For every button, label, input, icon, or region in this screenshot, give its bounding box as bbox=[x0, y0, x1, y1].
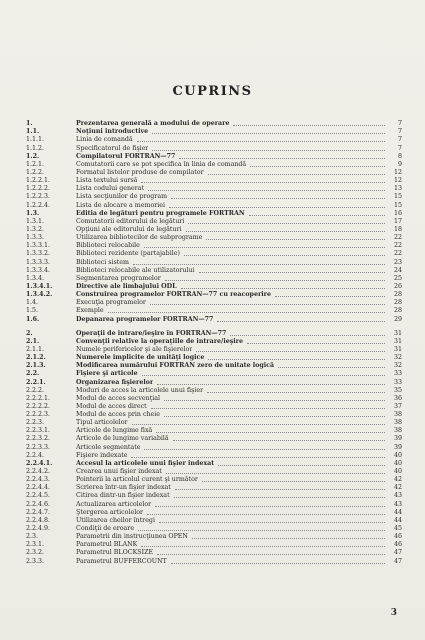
toc-leader-dots bbox=[155, 506, 385, 507]
toc-entry-number: 1.1.1. bbox=[26, 136, 45, 144]
toc-entry-number: 1.3.3.3. bbox=[26, 258, 51, 266]
toc-entry bbox=[26, 387, 402, 395]
toc-entry-title: Moduri de acces la articolele unui fişier bbox=[76, 386, 204, 394]
toc-entry-number: 2.2.2.3. bbox=[26, 411, 51, 419]
toc-entry-number: 2.3. bbox=[26, 533, 39, 541]
toc-entry-number: 2.2.4.8. bbox=[26, 516, 51, 524]
toc-entry bbox=[26, 395, 402, 403]
toc-leader-dots bbox=[199, 272, 385, 273]
toc-entry-page: 8 bbox=[397, 152, 402, 160]
toc-entry-number: 1.1. bbox=[26, 128, 40, 136]
toc-entry-page: 25 bbox=[393, 274, 402, 282]
toc-entry-number: 1.3.3.2. bbox=[26, 250, 51, 258]
toc-entry-page: 7 bbox=[397, 120, 402, 128]
toc-entry-title: Utilizarea bibliotecilor de subprograme bbox=[76, 234, 203, 242]
toc-entry-page: 43 bbox=[393, 500, 402, 508]
toc-leader-dots bbox=[208, 359, 385, 360]
toc-entry-title: Specificatorul de fişier bbox=[76, 144, 149, 152]
toc-entry-title: Parametrul BLOCKSIZE bbox=[76, 549, 154, 557]
toc-entry-title: Formatul listelor produse de compilator bbox=[76, 168, 204, 176]
toc-leader-dots bbox=[152, 150, 385, 151]
toc-entry-page: 28 bbox=[393, 291, 402, 299]
toc-entry bbox=[26, 177, 402, 185]
toc-entry-number: 2.2.3.2. bbox=[26, 435, 51, 443]
toc-entry-title: Fişiere indexate bbox=[76, 451, 128, 459]
toc-leader-dots bbox=[247, 343, 385, 344]
toc-entry-title: Numele perifericelor şi ale fişierelor bbox=[76, 345, 193, 353]
toc-entry-title: Comutatorii care se pot specifica în linia de comandă bbox=[76, 160, 247, 168]
toc-entry-title: Numerele implicite de unităţi logice bbox=[76, 354, 205, 362]
toc-entry-page: 31 bbox=[393, 345, 402, 353]
toc-entry-page: 38 bbox=[393, 427, 402, 435]
toc-entry-number: 2.1. bbox=[26, 337, 40, 345]
toc-entry-title: Opţiuni ale editorului de legături bbox=[76, 225, 182, 233]
toc-entry-title: Fişiere şi articole bbox=[76, 370, 138, 378]
toc-entry-page: 44 bbox=[393, 508, 402, 516]
toc-entry-title: Depanarea programelor FORTRAN—77 bbox=[76, 315, 214, 323]
toc-entry-page: 45 bbox=[393, 525, 402, 533]
toc-entry-number: 1.2.2.1. bbox=[26, 177, 51, 185]
toc-entry-page: 33 bbox=[393, 378, 402, 386]
toc-leader-dots bbox=[175, 489, 385, 490]
toc-entry-number: 2.2.4.3. bbox=[26, 476, 51, 484]
toc-entry-number: 2.3.3. bbox=[26, 557, 45, 565]
toc-leader-dots bbox=[233, 125, 385, 126]
toc-leader-dots bbox=[137, 141, 385, 142]
toc-entry-number: 1.2.1. bbox=[26, 160, 45, 168]
toc-entry-number: 2.2.3.3. bbox=[26, 443, 51, 451]
toc-leader-dots bbox=[218, 465, 385, 466]
toc-entry-number: 1.3.3.1. bbox=[26, 242, 51, 250]
toc-entry-number: 2.2.4.1. bbox=[26, 459, 53, 467]
toc-entry bbox=[26, 128, 402, 136]
toc-entry-number: 2.2.3. bbox=[26, 419, 45, 427]
toc-entry-number: 1.1.2. bbox=[26, 144, 45, 152]
toc-entry-title: Articole segmentate bbox=[76, 443, 141, 451]
toc-entry-page: 33 bbox=[393, 370, 402, 378]
toc-leader-dots bbox=[165, 280, 385, 281]
toc-leader-dots bbox=[148, 190, 385, 191]
toc-leader-dots bbox=[133, 264, 385, 265]
toc-entry-number: 2.1.1. bbox=[26, 345, 45, 353]
toc-entry-title: Compilatorul FORTRAN—77 bbox=[76, 152, 176, 160]
toc-leader-dots bbox=[157, 554, 385, 555]
toc-entry-title: Organizarea fişierelor bbox=[76, 378, 154, 386]
toc-leader-dots bbox=[144, 247, 385, 248]
toc-entry-title: Prezentarea generală a modului de operare bbox=[76, 120, 230, 128]
toc-entry-page: 35 bbox=[393, 386, 402, 394]
toc-entry bbox=[26, 144, 402, 152]
toc-entry-title: Convenţii relative la operaţiile de intrare/ieşire bbox=[76, 337, 243, 345]
toc-entry-page: 23 bbox=[393, 258, 402, 266]
toc-entry-page: 38 bbox=[393, 411, 402, 419]
toc-leader-dots bbox=[144, 449, 385, 450]
toc-entry-page: 31 bbox=[393, 329, 402, 337]
toc-entry bbox=[26, 500, 402, 508]
toc-entry-page: 15 bbox=[393, 201, 402, 209]
toc-leader-dots bbox=[278, 367, 385, 368]
toc-leader-dots bbox=[230, 335, 385, 336]
toc-entry-page: 7 bbox=[397, 136, 402, 144]
toc-entry-page: 12 bbox=[393, 168, 402, 176]
toc-entry bbox=[26, 218, 402, 226]
toc-leader-dots bbox=[152, 133, 385, 134]
toc-leader-dots bbox=[202, 481, 385, 482]
toc-entry-number: 1.3.4. bbox=[26, 274, 45, 282]
toc-entry-page: 47 bbox=[393, 557, 402, 565]
toc-entry bbox=[26, 299, 402, 307]
toc-entry-page: 29 bbox=[393, 315, 402, 323]
toc-entry-title: Lista secţiunilor de program bbox=[76, 193, 168, 201]
toc-entry-page: 31 bbox=[393, 337, 402, 345]
toc-entry-page: 42 bbox=[393, 476, 402, 484]
toc-entry-number: 2. bbox=[26, 329, 33, 337]
toc-entry-number: 2.1.2. bbox=[26, 354, 46, 362]
toc-entry-page: 13 bbox=[393, 185, 402, 193]
toc-entry-title: Accesul la articolele unui fişier indexat bbox=[76, 459, 215, 467]
toc-entry bbox=[26, 549, 402, 557]
toc-entry-page: 32 bbox=[393, 362, 402, 370]
toc-entry-title: Ştergerea articolelor bbox=[76, 508, 144, 516]
toc-leader-dots bbox=[217, 321, 385, 322]
toc-entry bbox=[26, 354, 402, 362]
toc-entry-page: 36 bbox=[393, 394, 402, 402]
toc-leader-dots bbox=[164, 416, 385, 417]
toc-entry bbox=[26, 468, 402, 476]
toc-leader-dots bbox=[171, 563, 385, 564]
toc-entry-title: Lista de alocare a memoriei bbox=[76, 201, 166, 209]
toc-entry-title: Actualizarea articolelor bbox=[76, 500, 152, 508]
toc-leader-dots bbox=[173, 440, 385, 441]
toc-entry-title: Lista codului generat bbox=[76, 185, 145, 193]
toc-leader-dots bbox=[192, 538, 385, 539]
toc-entry-number: 2.2.2. bbox=[26, 386, 45, 394]
toc-entry-page: 40 bbox=[393, 468, 402, 476]
toc-entry bbox=[26, 427, 402, 435]
toc-entry-number: 2.2.4. bbox=[26, 451, 45, 459]
toc-entry-page: 18 bbox=[393, 225, 402, 233]
toc-entry bbox=[26, 226, 402, 234]
toc-entry-page: 7 bbox=[397, 128, 402, 136]
toc-leader-dots bbox=[147, 514, 385, 515]
toc-leader-dots bbox=[157, 384, 385, 385]
toc-leader-dots bbox=[132, 424, 386, 425]
toc-entry-page: 39 bbox=[393, 443, 402, 451]
toc-entry-number: 2.1.3. bbox=[26, 362, 46, 370]
toc-entry bbox=[26, 378, 402, 386]
toc-leader-dots bbox=[181, 288, 385, 289]
toc-entry-title: Modul de acces secvenţial bbox=[76, 394, 161, 402]
toc-leader-dots bbox=[188, 223, 385, 224]
toc-entry-page: 12 bbox=[393, 177, 402, 185]
toc-entry-number: 2.3.1. bbox=[26, 541, 45, 549]
toc-entry-title: Lista textului sursă bbox=[76, 177, 138, 185]
toc-entry-title: Utilizarea cheilor întregi bbox=[76, 516, 155, 524]
toc-entry bbox=[26, 250, 402, 258]
toc-leader-dots bbox=[207, 392, 385, 393]
toc-entry bbox=[26, 517, 402, 525]
toc-entry bbox=[26, 492, 402, 500]
toc-entry-page: 24 bbox=[393, 266, 402, 274]
toc-entry-title: Citirea dintr-un fişier indexat bbox=[76, 492, 170, 500]
toc-leader-dots bbox=[275, 296, 385, 297]
toc-entry-number: 2.3.2. bbox=[26, 549, 45, 557]
toc-entry-title: Condiţii de eroare bbox=[76, 525, 135, 533]
toc-entry-number: 1.2.2.2. bbox=[26, 185, 51, 193]
toc-leader-dots bbox=[131, 457, 385, 458]
toc-entry-number: 1.2.2.3. bbox=[26, 193, 51, 201]
toc-entry bbox=[26, 120, 402, 128]
toc-entry-number: 2.2.2.1. bbox=[26, 394, 51, 402]
toc-entry bbox=[26, 403, 402, 411]
toc-entry-title: Operaţii de intrare/ieşire în FORTRAN—77 bbox=[76, 329, 227, 337]
table-of-contents bbox=[26, 120, 402, 566]
toc-entry-page: 40 bbox=[393, 451, 402, 459]
toc-entry-number: 2.2.4.7. bbox=[26, 508, 51, 516]
toc-entry-page: 22 bbox=[393, 234, 402, 242]
toc-entry bbox=[26, 201, 402, 209]
toc-entry bbox=[26, 411, 402, 419]
toc-entry bbox=[26, 362, 402, 370]
toc-entry-title: Biblioteci rezidente (partajabile) bbox=[76, 250, 180, 258]
toc-entry bbox=[26, 338, 402, 346]
toc-entry-number: 2.2.1. bbox=[26, 378, 46, 386]
toc-leader-dots bbox=[169, 207, 385, 208]
toc-entry-number: 1.5. bbox=[26, 307, 39, 315]
toc-entry-title: Articole de lungime fixă bbox=[76, 427, 153, 435]
toc-entry-page: 39 bbox=[393, 435, 402, 443]
toc-entry-page: 32 bbox=[393, 354, 402, 362]
toc-entry-page: 28 bbox=[393, 299, 402, 307]
toc-entry bbox=[26, 185, 402, 193]
toc-entry-number: 2.2.4.6. bbox=[26, 500, 51, 508]
toc-entry-number: 1.3.1. bbox=[26, 217, 45, 225]
toc-entry-number: 1.3.4.1. bbox=[26, 282, 53, 290]
toc-entry-title: Exemple bbox=[76, 307, 104, 315]
toc-entry-number: 1.6. bbox=[26, 315, 40, 323]
toc-entry-page: 26 bbox=[393, 282, 402, 290]
toc-entry bbox=[26, 476, 402, 484]
toc-entry-page: 43 bbox=[393, 492, 402, 500]
toc-leader-dots bbox=[249, 215, 385, 216]
toc-entry bbox=[26, 484, 402, 492]
toc-entry-title: Directive ale limbajului ODL bbox=[76, 282, 177, 290]
toc-entry-page: 15 bbox=[393, 193, 402, 201]
toc-leader-dots bbox=[179, 158, 385, 159]
toc-entry bbox=[26, 169, 402, 177]
toc-entry bbox=[26, 258, 402, 266]
toc-entry-page: 9 bbox=[397, 160, 402, 168]
toc-entry bbox=[26, 307, 402, 315]
toc-entry-title: Linia de comandă bbox=[76, 136, 133, 144]
toc-entry-title: Crearea unui fişier indexat bbox=[76, 468, 162, 476]
toc-entry bbox=[26, 557, 402, 565]
toc-entry bbox=[26, 291, 402, 299]
toc-entry-page: 37 bbox=[393, 402, 402, 410]
toc-entry bbox=[26, 370, 402, 378]
toc-entry bbox=[26, 193, 402, 201]
toc-leader-dots bbox=[142, 375, 385, 376]
toc-leader-dots bbox=[250, 166, 385, 167]
toc-entry-number: 2.2.4.5. bbox=[26, 492, 51, 500]
toc-entry bbox=[26, 283, 402, 291]
toc-leader-dots bbox=[150, 304, 385, 305]
toc-entry bbox=[26, 330, 402, 338]
toc-entry-title: Scrierea într-un fişier indexat bbox=[76, 484, 171, 492]
toc-leader-dots bbox=[164, 400, 385, 401]
toc-entry bbox=[26, 443, 402, 451]
toc-entry-number: 2.2.3.1. bbox=[26, 427, 51, 435]
toc-leader-dots bbox=[184, 255, 385, 256]
toc-entry-number: 1.3.3. bbox=[26, 234, 45, 242]
toc-entry-page: 16 bbox=[393, 209, 402, 217]
toc-entry-page: 47 bbox=[393, 549, 402, 557]
toc-entry-page: 17 bbox=[393, 217, 402, 225]
toc-leader-dots bbox=[196, 351, 385, 352]
toc-entry bbox=[26, 315, 402, 323]
toc-leader-dots bbox=[208, 174, 385, 175]
toc-entry-number: 1.3. bbox=[26, 209, 40, 217]
toc-entry bbox=[26, 346, 402, 354]
toc-entry-number: 1.2.2. bbox=[26, 168, 45, 176]
toc-entry-title: Construirea programelor FORTRAN—77 cu reacoperire bbox=[76, 291, 271, 299]
toc-entry bbox=[26, 153, 402, 161]
toc-entry-page: 38 bbox=[393, 419, 402, 427]
toc-entry-number: 2.2.2.2. bbox=[26, 402, 51, 410]
toc-leader-dots bbox=[141, 182, 385, 183]
toc-entry bbox=[26, 210, 402, 218]
toc-entry bbox=[26, 419, 402, 427]
toc-entry bbox=[26, 460, 402, 468]
toc-entry bbox=[26, 242, 402, 250]
toc-entry-number: 2.2.4.4. bbox=[26, 484, 51, 492]
toc-entry-title: Biblioteci relocabile ale utilizatorului bbox=[76, 266, 195, 274]
toc-leader-dots bbox=[156, 432, 385, 433]
toc-entry-title: Noţiuni introductive bbox=[76, 128, 149, 136]
toc-entry-page: 22 bbox=[393, 242, 402, 250]
toc-entry-number: 1. bbox=[26, 120, 33, 128]
toc-entry-title: Articole de lungime variabilă bbox=[76, 435, 169, 443]
toc-leader-dots bbox=[151, 408, 385, 409]
toc-entry bbox=[26, 533, 402, 541]
toc-entry-title: Pointerii la articolul curent şi următor bbox=[76, 476, 198, 484]
toc-entry-title: Segmentarea programelor bbox=[76, 274, 161, 282]
toc-entry-page: 46 bbox=[393, 533, 402, 541]
toc-entry-title: Parametrii din instrucţiunea OPEN bbox=[76, 533, 188, 541]
toc-leader-dots bbox=[141, 546, 385, 547]
toc-entry bbox=[26, 136, 402, 144]
toc-entry-title: Editia de legături pentru programele FORTRAN bbox=[76, 209, 245, 217]
toc-entry-page: 42 bbox=[393, 484, 402, 492]
toc-leader-dots bbox=[159, 522, 385, 523]
toc-leader-dots bbox=[174, 497, 385, 498]
toc-entry-title: Biblioteci sistem bbox=[76, 258, 129, 266]
toc-entry-number: 2.2. bbox=[26, 370, 40, 378]
toc-entry bbox=[26, 452, 402, 460]
toc-leader-dots bbox=[138, 530, 385, 531]
toc-entry-title: Execuţia programelor bbox=[76, 299, 146, 307]
toc-leader-dots bbox=[108, 312, 385, 313]
toc-entry bbox=[26, 525, 402, 533]
page-number: 3 bbox=[390, 608, 397, 618]
toc-entry-title: Tipul articolelor bbox=[76, 419, 128, 427]
toc-entry-number: 1.3.2. bbox=[26, 225, 45, 233]
toc-entry bbox=[26, 267, 402, 275]
toc-entry-number: 1.3.3.4. bbox=[26, 266, 51, 274]
toc-leader-dots bbox=[166, 473, 385, 474]
toc-entry-page: 28 bbox=[393, 307, 402, 315]
toc-entry-number: 2.2.4.2. bbox=[26, 468, 51, 476]
toc-entry bbox=[26, 275, 402, 283]
toc-entry-page: 44 bbox=[393, 516, 402, 524]
toc-entry-title: Modul de acces direct bbox=[76, 402, 147, 410]
toc-entry-page: 22 bbox=[393, 250, 402, 258]
toc-entry-number: 1.3.4.2. bbox=[26, 291, 53, 299]
toc-entry bbox=[26, 161, 402, 169]
toc-entry bbox=[26, 541, 402, 549]
toc-entry-number: 1.4. bbox=[26, 299, 39, 307]
toc-entry-page: 46 bbox=[393, 541, 402, 549]
toc-entry-page: 7 bbox=[397, 144, 402, 152]
toc-leader-dots bbox=[206, 239, 385, 240]
toc-entry-page: 40 bbox=[393, 459, 402, 467]
toc-entry-title: Comutatorii editorului de legături bbox=[76, 217, 185, 225]
toc-entry-title: Biblioteci relocabile bbox=[76, 242, 140, 250]
toc-entry-title: Modul de acces prin cheie bbox=[76, 411, 161, 419]
toc-leader-dots bbox=[186, 231, 386, 232]
toc-entry-title: Modificarea numărului FORTRAN zero de unitate logică bbox=[76, 362, 275, 370]
toc-leader-dots bbox=[171, 198, 385, 199]
toc-entry-number: 1.2. bbox=[26, 152, 40, 160]
toc-entry-number: 2.2.4.9. bbox=[26, 525, 51, 533]
toc-entry bbox=[26, 234, 402, 242]
toc-entry bbox=[26, 509, 402, 517]
toc-entry-number: 1.2.2.4. bbox=[26, 201, 51, 209]
toc-entry bbox=[26, 435, 402, 443]
toc-entry-title: Parametrul BUFFERCOUNT bbox=[76, 557, 167, 565]
page-title: CUPRINS bbox=[172, 84, 253, 99]
toc-entry-title: Parametrul BLANK bbox=[76, 541, 138, 549]
